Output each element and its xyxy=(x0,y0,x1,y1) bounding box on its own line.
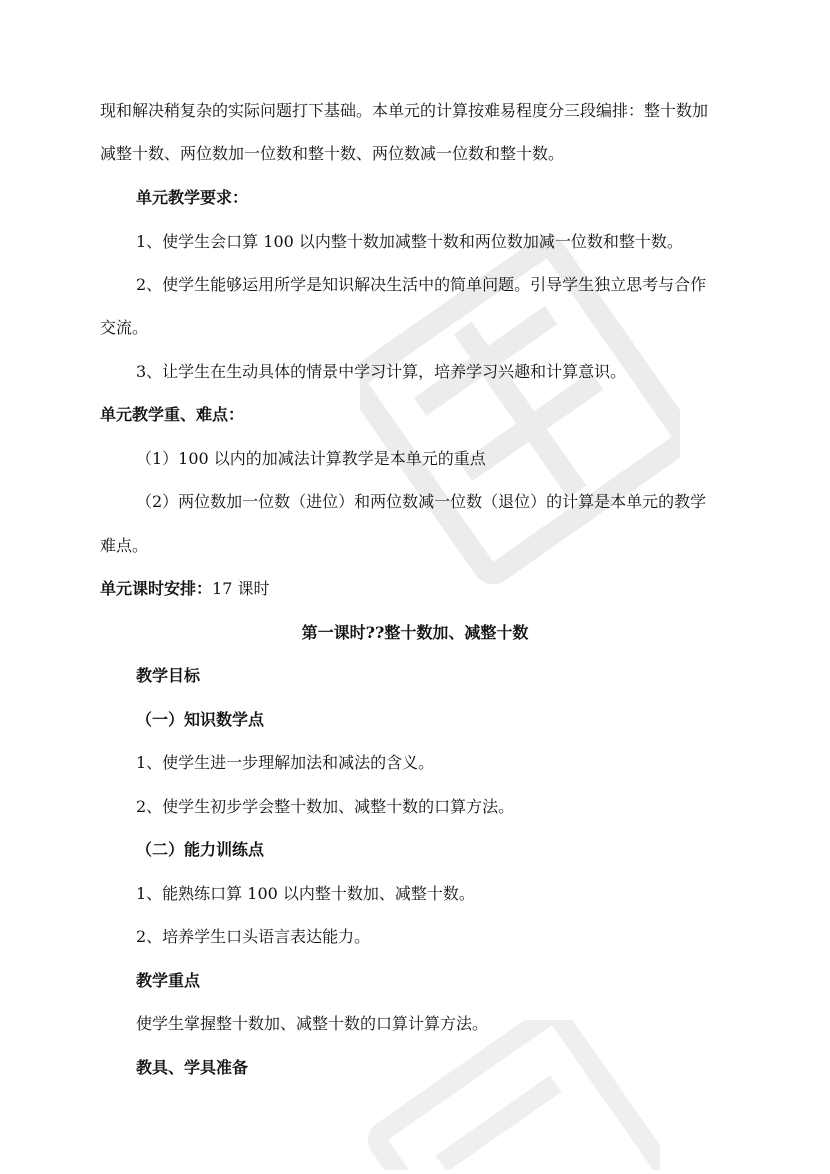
knowledge-point-2: 2、使学生初步学会整十数加、减整十数的口算方法。 xyxy=(136,797,515,816)
requirement-2-line-2: 交流。 xyxy=(100,318,149,337)
ability-point-2: 2、培养学生口头语言表达能力。 xyxy=(136,927,371,946)
teaching-goals-heading: 教学目标 xyxy=(136,666,201,685)
requirement-2-line-1: 2、使学生能够运用所学是知识解决生活中的简单问题。引导学生独立思考与合作 xyxy=(136,275,707,294)
ability-heading: （二）能力训练点 xyxy=(136,840,265,859)
teaching-focus-heading: 教学重点 xyxy=(136,971,201,990)
watermark-logo-bottom xyxy=(360,1020,660,1170)
key-point-1: （1）100 以内的加减法计算教学是本单元的重点 xyxy=(136,449,486,468)
key-points-heading: 单元教学重、难点： xyxy=(100,405,245,424)
key-point-2-line-1: （2）两位数加一位数（进位）和两位数减一位数（退位）的计算是本单元的教学 xyxy=(136,492,707,511)
ability-point-1: 1、能熟练口算 100 以内整十数加、减整十数。 xyxy=(136,884,475,903)
knowledge-heading: （一）知识数学点 xyxy=(136,710,265,729)
intro-line-1: 现和解决稍复杂的实际问题打下基础。本单元的计算按难易程度分三段编排：整十数加 xyxy=(100,101,709,120)
intro-line-2: 减整十数、两位数加一位数和整十数、两位数减一位数和整十数。 xyxy=(100,144,565,163)
requirement-3: 3、让学生在生动具体的情景中学习计算，培养学习兴趣和计算意识。 xyxy=(136,362,627,381)
knowledge-point-1: 1、使学生进一步理解加法和减法的含义。 xyxy=(136,753,435,772)
schedule-value: 17 课时 xyxy=(212,579,270,598)
requirement-1: 1、使学生会口算 100 以内整十数加减整十数和两位数加减一位数和整十数。 xyxy=(136,232,683,251)
key-point-2-line-2: 难点。 xyxy=(100,536,149,555)
schedule-line xyxy=(100,578,269,600)
tools-heading: 教具、学具准备 xyxy=(136,1058,249,1077)
teaching-focus-text: 使学生掌握整十数加、减整十数的口算计算方法。 xyxy=(136,1014,489,1033)
lesson-title: 第一课时??整十数加、减整十数 xyxy=(301,623,529,642)
requirements-heading: 单元教学要求： xyxy=(136,188,249,207)
schedule-label: 单元课时安排： xyxy=(100,579,213,598)
